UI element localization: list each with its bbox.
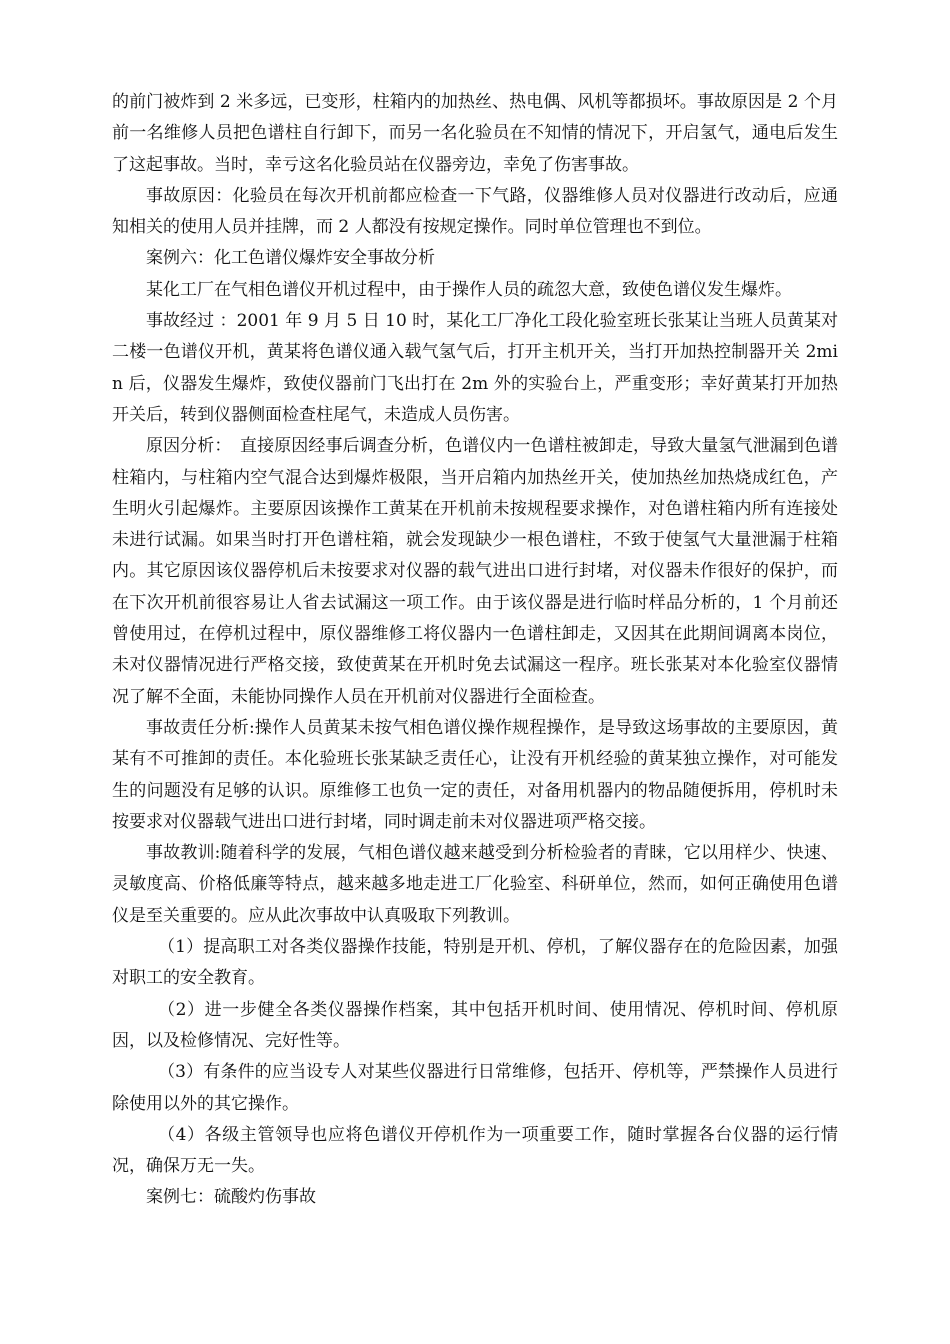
- section-heading-case-seven: 案例七：硫酸灼伤事故: [146, 1187, 316, 1208]
- accident-cause-paragraph: 事故原因：化验员在每次开机前都应检查一下气路，仪器维修人员对仪器进行改动后，应通知相关的使用人员并挂牌，而 2 人都没有按规定操作。同时单位管理也不到位。: [112, 185, 838, 238]
- body-paragraph: 的前门被炸到 2 米多远，已变形，柱箱内的加热丝、热电偶、风机等都损坏。事故原因是 2 个月前一名维修人员把色谱柱自行卸下，而另一名化验员在不知情的情况下，开启氢气，通电后发生了这起事故。当时，幸亏这名化验员站在仪器旁边，幸免了伤害事故。: [112, 92, 838, 175]
- document-page: [112, 87, 838, 1214]
- responsibility-analysis-paragraph: 事故责任分析:操作人员黄某未按气相色谱仪操作规程操作，是导致这场事故的主要原因，黄某有不可推卸的责任。本化验班长张某缺乏责任心，让没有开机经验的黄某独立操作，对可能发生的问题没有足够的认识。原维修工也负一定的责任，对备用机器内的物品随便拆用，停机时未按要求对仪器载气进出口进行封堵，同时调走前未对仪器进项严格交接。: [112, 717, 838, 832]
- case-summary-paragraph: 某化工厂在气相色谱仪开机过程中，由于操作人员的疏忽大意，致使色谱仪发生爆炸。: [146, 279, 792, 300]
- section-heading-case-six: 案例六：化工色谱仪爆炸安全事故分析: [146, 248, 435, 269]
- cause-analysis-paragraph: 原因分析： 直接原因经事后调查分析，色谱仪内一色谱柱被卸走，导致大量氢气泄漏到色谱柱箱内，与柱箱内空气混合达到爆炸极限，当开启箱内加热丝开关，使加热丝加热烧成红色，产生明火引起爆炸。主要原因该操作工黄某在开机前未按规程要求操作，对色谱柱箱内所有连接处未进行试漏。如果当时打开色谱柱箱，就会发现缺少一根色谱柱，不致于使氢气大量泄漏于柱箱内。其它原因该仪器停机后未按要求对仪器的载气进出口进行封堵，对仪器未作很好的保护，而在下次开机前很容易让人省去试漏这一项工作。由于该仪器是进行临时样品分析的，1 个月前还曾使用过，在停机过程中，原仪器维修工将仪器内一色谱柱卸走，又因其在此期间调离本岗位，未对仪器情况进行严格交接，致使黄某在开机时免去试漏这一程序。班长张某对本化验室仪器情况了解不全面，未能协同操作人员在开机前对仪器进行全面检查。: [112, 436, 838, 707]
- lessons-paragraph: 事故教训:随着科学的发展，气相色谱仪越来越受到分析检验者的青睐，它以用样少、快速、灵敏度高、价格低廉等特点，越来越多地走进工厂化验室、科研单位，然而，如何正确使用色谱仪是至关重要的。应从此次事故中认真吸取下列教训。: [112, 843, 838, 926]
- accident-process-paragraph: 事故经过 ：2001 年 9 月 5 日 10 时，某化工厂净化工段化验室班长张某让当班人员黄某对二楼一色谱仪开机，黄某将色谱仪通入载气氢气后，打开主机开关，当打开加热控制器开关 2min 后，仪器发生爆炸，致使仪器前门飞出打在 2m 外的实验台上，严重变形；幸好黄某打开加热开关后，转到仪器侧面检查柱尾气，未造成人员伤害。: [112, 311, 838, 425]
- lesson-list-item: （1）提高职工对各类仪器操作技能，特别是开机、停机，了解仪器存在的危险因素，加强对职工的安全教育。: [112, 937, 838, 989]
- lesson-list-item: （4）各级主管领导也应将色谱仪开停机作为一项重要工作，随时掌握各台仪器的运行情况，确保万无一失。: [112, 1124, 838, 1177]
- lesson-list-item: （2）进一步健全各类仪器操作档案，其中包括开机时间、使用情况、停机时间、停机原因，以及检修情况、完好性等。: [112, 999, 838, 1051]
- lesson-list-item: （3）有条件的应当设专人对某些仪器进行日常维修，包括开、停机等，严禁操作人员进行除使用以外的其它操作。: [112, 1062, 838, 1114]
